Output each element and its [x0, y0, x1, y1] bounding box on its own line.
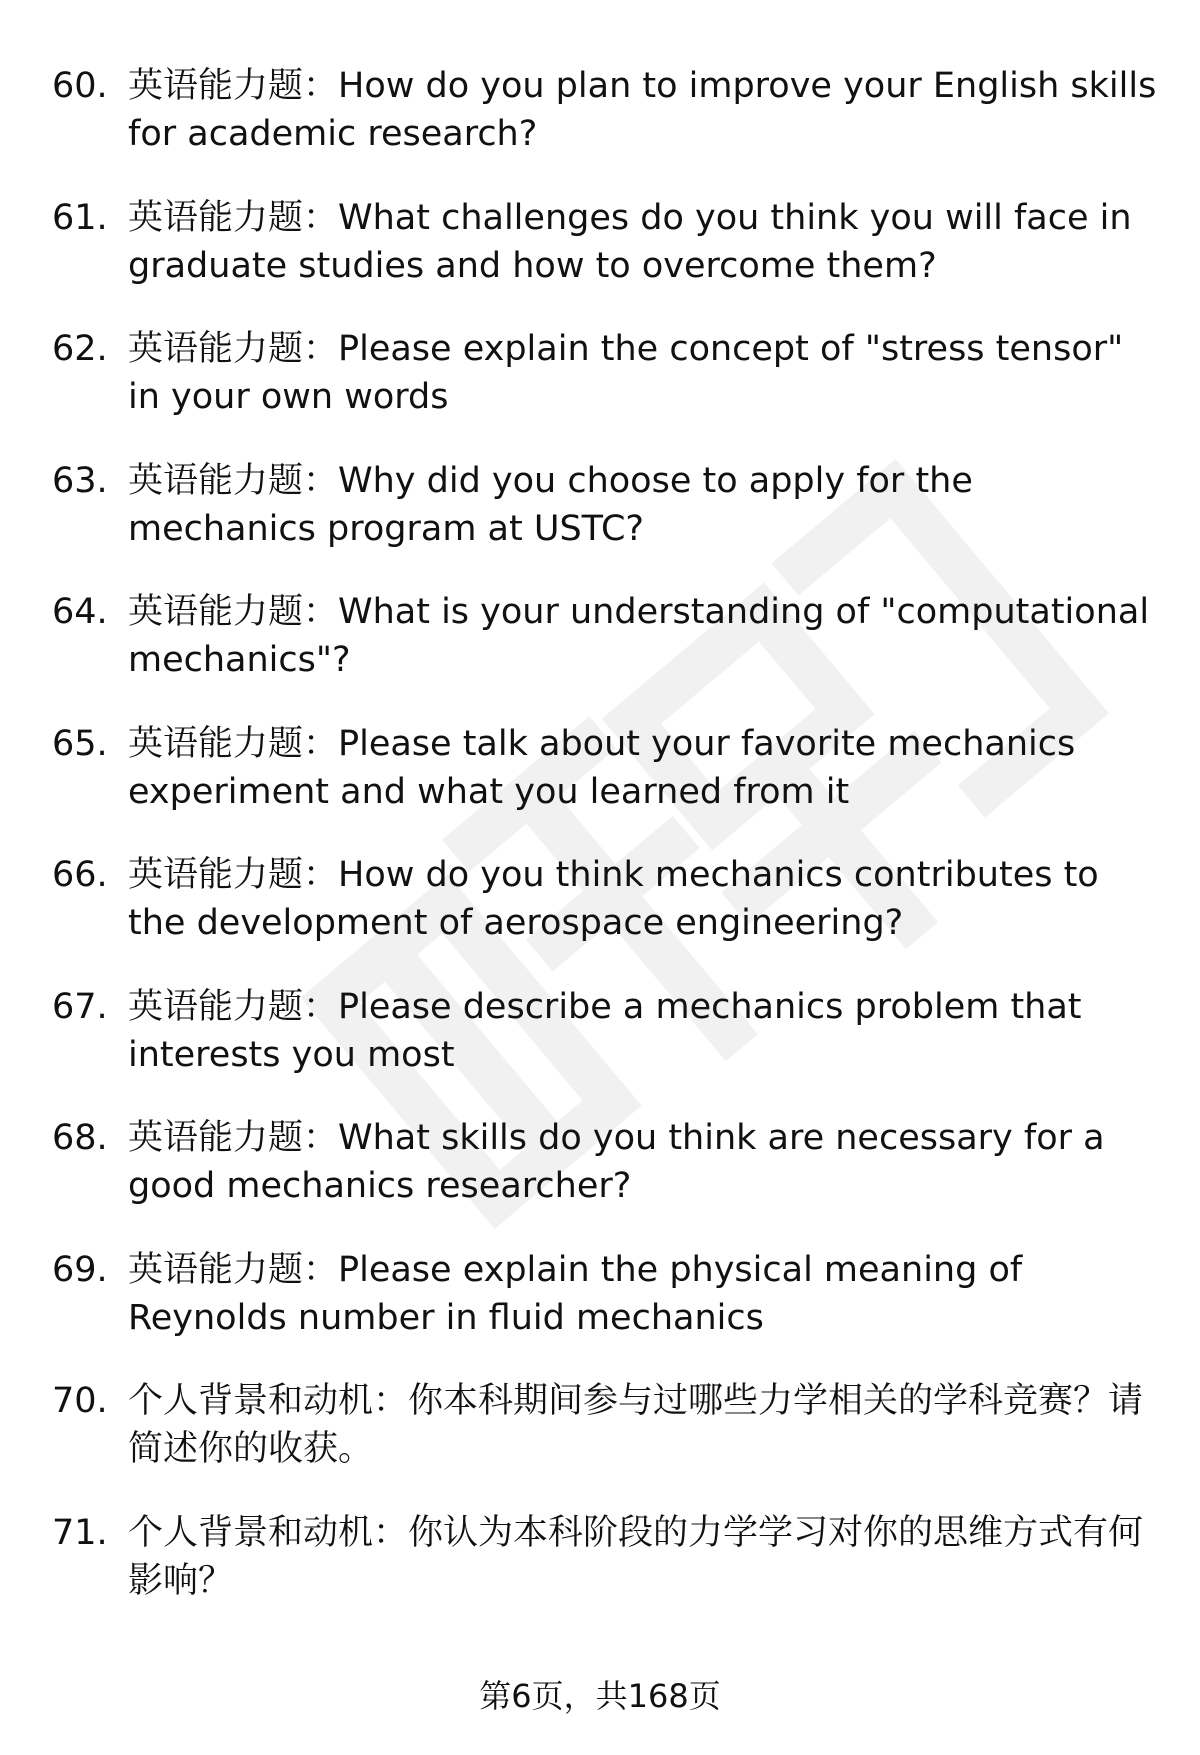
question-number: 66. [52, 855, 108, 895]
question-text: 个人背景和动机：你本科期间参与过哪些力学相关的学科竞赛？请简述你的收获。 [128, 1381, 1144, 1469]
question-text: 英语能力题：How do you plan to improve your English skills for academic research? [128, 66, 1157, 154]
question-item [52, 457, 1162, 553]
question-list [52, 62, 1162, 1640]
question-number: 60. [52, 66, 108, 106]
question-number: 65. [52, 723, 108, 764]
question-item [52, 983, 1162, 1079]
question-item [52, 1246, 1162, 1342]
question-text: 英语能力题：Please explain the physical meaning of Reynolds number in fluid mechanics [128, 1249, 1023, 1338]
question-item [52, 1377, 1162, 1473]
question-item [52, 325, 1162, 421]
question-item [52, 588, 1162, 684]
question-text: 英语能力题：Please talk about your favorite mechanics experiment and what you learned from it [128, 723, 1076, 812]
question-text: 英语能力题：What skills do you think are necessary for a good mechanics researcher? [128, 1118, 1105, 1206]
question-item [52, 851, 1162, 947]
question-item [52, 720, 1162, 816]
question-text: 英语能力题：Please describe a mechanics problem that interests you most [128, 986, 1082, 1075]
question-number: 67. [52, 986, 108, 1027]
question-text: 个人背景和动机：你认为本科阶段的力学学习对你的思维方式有何影响？ [128, 1512, 1144, 1601]
question-text: 英语能力题：Why did you choose to apply for the mechanics program at USTC? [128, 460, 973, 549]
question-number: 61. [52, 197, 108, 238]
question-item [52, 194, 1162, 290]
question-text: 英语能力题：How do you think mechanics contributes to the development of aerospace engineering? [128, 855, 1099, 943]
question-text: 英语能力题：Please explain the concept of "stress tensor" in your own words [128, 329, 1124, 417]
question-item [52, 62, 1162, 158]
question-number: 70. [52, 1381, 108, 1421]
question-text: 英语能力题：What challenges do you think you will face in graduate studies and how to overcome them? [128, 197, 1132, 286]
page-footer: 第6页，共168页 [479, 1677, 721, 1715]
question-item [52, 1509, 1162, 1605]
question-number: 71. [52, 1512, 108, 1553]
question-text: 英语能力题：What is your understanding of "computational mechanics"? [128, 592, 1150, 680]
question-item [52, 1114, 1162, 1210]
question-number: 68. [52, 1118, 108, 1158]
question-number: 69. [52, 1249, 108, 1290]
question-number: 63. [52, 460, 108, 501]
question-number: 62. [52, 329, 108, 369]
question-number: 64. [52, 592, 108, 632]
